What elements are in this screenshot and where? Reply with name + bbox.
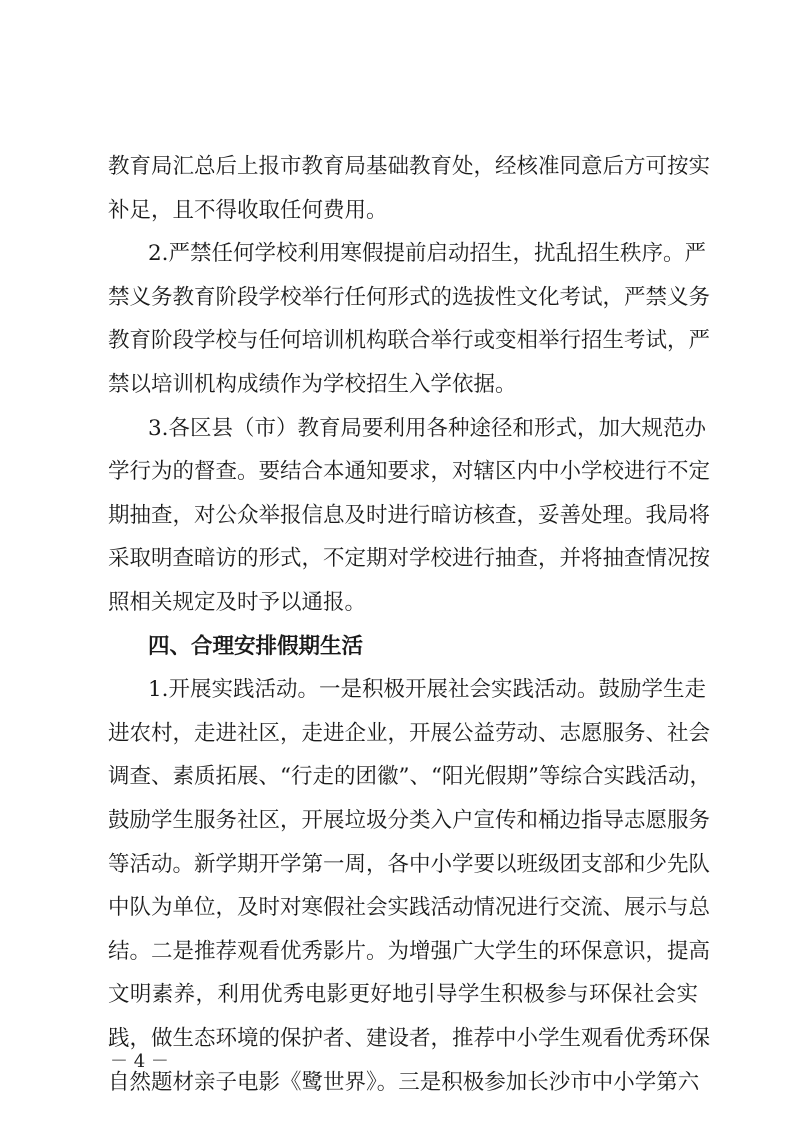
paragraph-line: 期抽查，对公众举报信息及时进行暗访核查，妥善处理。我局将 — [108, 503, 711, 528]
page-number: － 4 － — [110, 1051, 169, 1072]
paragraph-line: 教育阶段学校与任何培训机构联合举行或变相举行招生考试，严 — [108, 328, 711, 353]
paragraph-line: 学行为的督查。要结合本通知要求，对辖区内中小学校进行不定 — [108, 459, 711, 484]
paragraph-line: 文明素养，利用优秀电影更好地引导学生积极参与环保社会实 — [108, 982, 698, 1007]
paragraph-line: 等活动。新学期开学第一周，各中小学要以班级团支部和少先队 — [108, 852, 711, 877]
paragraph-line: 中队为单位，及时对寒假社会实践活动情况进行交流、展示与总 — [108, 895, 711, 920]
paragraph-line: 补足，且不得收取任何费用。 — [108, 198, 388, 223]
paragraph-line: 禁以培训机构成绩作为学校招生入学依据。 — [108, 372, 517, 397]
paragraph-line: 结。二是推荐观看优秀影片。为增强广大学生的环保意识，提高 — [108, 939, 711, 964]
paragraph-line: 自然题材亲子电影《鹭世界》。三是积极参加长沙市中小学第六 — [108, 1070, 700, 1095]
paragraph-line: 1.开展实践活动。一是积极开展社会实践活动。鼓励学生走 — [148, 677, 707, 702]
paragraph-line: 2.严禁任何学校利用寒假提前启动招生，扰乱招生秩序。严 — [148, 241, 707, 266]
paragraph-line: 禁义务教育阶段学校举行任何形式的选拔性文化考试，严禁义务 — [108, 285, 711, 310]
paragraph-line: 照相关规定及时予以通报。 — [108, 590, 367, 615]
paragraph-line: 调查、素质拓展、“行走的团徽”、“阳光假期”等综合实践活动， — [108, 764, 711, 789]
paragraph-line: 进农村，走进社区，走进企业，开展公益劳动、志愿服务、社会 — [108, 721, 711, 746]
paragraph-line: 践，做生态环境的保护者、建设者，推荐中小学生观看优秀环保 — [108, 1026, 711, 1051]
section-heading: 四、合理安排假期生活 — [148, 634, 364, 659]
paragraph-line: 鼓励学生服务社区，开展垃圾分类入户宣传和桶边指导志愿服务 — [108, 808, 711, 833]
paragraph-line: 教育局汇总后上报市教育局基础教育处，经核准同意后方可按实 — [108, 154, 711, 179]
paragraph-line: 采取明查暗访的形式，不定期对学校进行抽查，并将抽查情况按 — [108, 546, 711, 571]
paragraph-line: 3.各区县（市）教育局要利用各种途径和形式，加大规范办 — [148, 416, 707, 441]
